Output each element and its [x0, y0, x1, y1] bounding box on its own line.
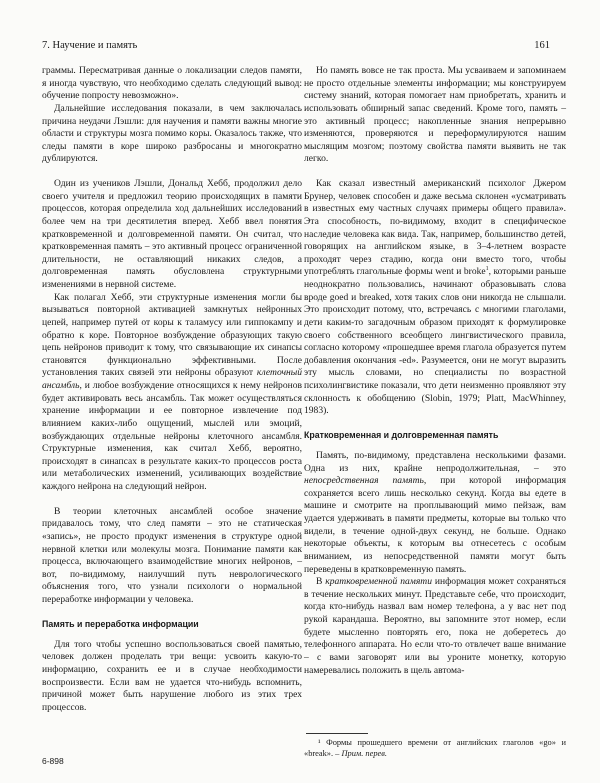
text-run: Память, по-видимому, представлена несколькими фазами. Одна из них, крайне непродолжительная, – это: [304, 449, 566, 474]
page-number: 161: [534, 40, 550, 51]
text-run: , при которой информация сохраняется всего лишь несколько секунд. Когда вы едете в машине и смотрите на проплывающий мимо пейзаж, вам удается удерживать в памяти предметы, которые вы только что видели, в течение одной-двух секунд, не больше. Однако некоторые объекты, к которым вы отнесетесь с особым вниманием, из непосредственной памяти могут быть переведены в кратковременную память.: [304, 475, 566, 575]
term-immediate-memory: непосредственная память: [304, 475, 424, 487]
running-header: [42, 38, 550, 54]
running-title: 7. Научение и память: [42, 40, 138, 51]
footnote: [304, 737, 566, 759]
paragraph: [304, 450, 566, 576]
text-run: , и любое возбуждение относящихся к нему нейронов будет активировать весь ансамбль. Так может осуществляться хранение информации и ее повторное извлечение под влиянием каких-либо ощущений, мыслей или эмоций, возбуждающих отдельные нейроны клеточного ансамбля. Структурные изменения, как считал Хебб, вероятно, происходят в синапсах в результате каких-то процессов роста или метаболических изменений, усиливающих воздействие каждого нейрона на следующий нейрон.: [42, 380, 302, 492]
paragraph: В теории клеточных ансамблей особое значение придавалось тому, что след памяти – это не статическая «запись», не просто продукт изменения в структуре одной нервной клетки или молекулы мозга. Понимание памяти как процесса, включающего взаимодействие многих нейронов, – вот, по-видимому, наилучший путь неврологического объяснения того, что узнали психологи о нормальной переработке информации у человека.: [42, 505, 302, 605]
translator-note: Прим. перев.: [341, 749, 387, 758]
section-heading: Кратковременная и долговременная память: [304, 429, 499, 440]
text-run: Как сказал известный американский психолог Джером Брунер, человек способен и даже весьма склонен «усматривать в известных ему частных случаях примеры общего правила». Эта способность, по-видимому, входит в специфическое наследие человека как вида. Так, например, большинство детей, говорящих на английском языке, в 3–4-летнем возрасте проходят через стадию, когда они вместо того, чтобы употреблять глагольные формы went и broke: [304, 178, 566, 278]
paragraph: граммы. Пересматривая данные о локализации следов памяти, я иногда чувствую, что необходимо сделать следующий вывод: обучение попросту невозможно».: [42, 65, 302, 102]
printer-signature: 6-898: [42, 756, 64, 766]
paragraph: Для того чтобы успешно воспользоваться своей памятью, человек должен проделать три вещи: усвоить какую-то информацию, сохранить ее и в случае необходимости воспроизвести. Если вам не удается что-нибудь вспомнить, причиной может быть нарушение любого из этих трех процессов.: [42, 638, 302, 713]
paragraph: Дальнейшие исследования показали, в чем заключалась причина неудачи Лэшли: для научения и памяти важны многие области и структуры мозга помимо коры. Оказалось также, что следы памяти в коре широко разбросаны и многократно дублируются.: [42, 102, 302, 165]
term-cell-assembly: клеточный ансамбль: [42, 367, 302, 391]
text-run: Как полагал Хебб, эти структурные изменения могли бы вызываться повторной активацией замкнутых нейронных цепей, например путей от коры к таламусу или гиппокампу и обратно к коре. Повторное возбуждение образующих такую цепь нейронов приводит к тому, что связывающие их синапсы становятся функционально эффективными. После установления таких связей эти нейроны образуют: [42, 291, 302, 379]
left-column: [42, 65, 302, 714]
paragraph: [304, 576, 566, 677]
text-run: , которыми раньше неоднократно пользовались, начинают образовывать слова вроде goed и breaked, хотя таких слов они никогда не слышали. Это происходит потому, что, встречаясь с многими глаголами, дети каким-то загадочным образом приходят к формулировке своего собственного всеобщего лингвистического правила, согласно которому «прошедшее время глагола образуется путем добавления окончания -ed». Разумеется, они не могут выразить эту мысль словами, но специалисты по возрастной психолингвистике показали, что дети неизменно проявляют эту склонность к обобщению (Slobin, 1979; Platt, MacWhinney, 1983).: [304, 266, 566, 417]
footnote-text: ¹ Формы прошедшего времени от английских глаголов «go» и «break». –: [304, 738, 566, 758]
text-run: информация может сохраняться в течение нескольких минут. Представьте себе, что происходит, когда кто-нибудь назвал вам номер телефона, а у вас нет под рукой карандаша. Вероятно, вы запомните этот номер, если будете мысленно повторять его, пока не доберетесь до телефонного аппарата. Но если что-то отвлечет ваше внимание – с вами заговорят или вы уроните монетку, которую намеревались положить в щель автома-: [304, 576, 566, 676]
paragraph: [42, 292, 302, 494]
paragraph: [304, 178, 566, 418]
term-short-term-memory: кратковременной памяти: [325, 576, 432, 588]
footnote-mark: 1: [485, 266, 489, 273]
footnote-divider: [306, 733, 368, 734]
section-heading: Память и переработка информации: [42, 618, 199, 629]
right-column: [304, 65, 566, 677]
paragraph: Но память вовсе не так проста. Мы усваиваем и запоминаем не просто отдельные элементы информации; мы конструируем систему знаний, которая помогает нам приобретать, хранить и использовать обширный запас сведений. Кроме того, память – это активный процесс; накопленные знания непрерывно изменяются, проверяются и переформулируются нашим мыслящим мозгом; поэтому свойства памяти выявить не так легко.: [304, 65, 566, 165]
text-run: В: [316, 576, 326, 588]
paragraph: Один из учеников Лэшли, Дональд Хебб, продолжил дело своего учителя и предложил теорию происходящих в памяти процессов, которая определила ход дальнейших исследований более чем на три десятилетия вперед. Хебб ввел понятия кратковременной и долговременной памяти. Он считал, что кратковременная память – это активный процесс ограниченной длительности, не оставляющий никаких следов, а долговременная память обусловлена структурными изменениями в нервной системе.: [42, 178, 302, 290]
